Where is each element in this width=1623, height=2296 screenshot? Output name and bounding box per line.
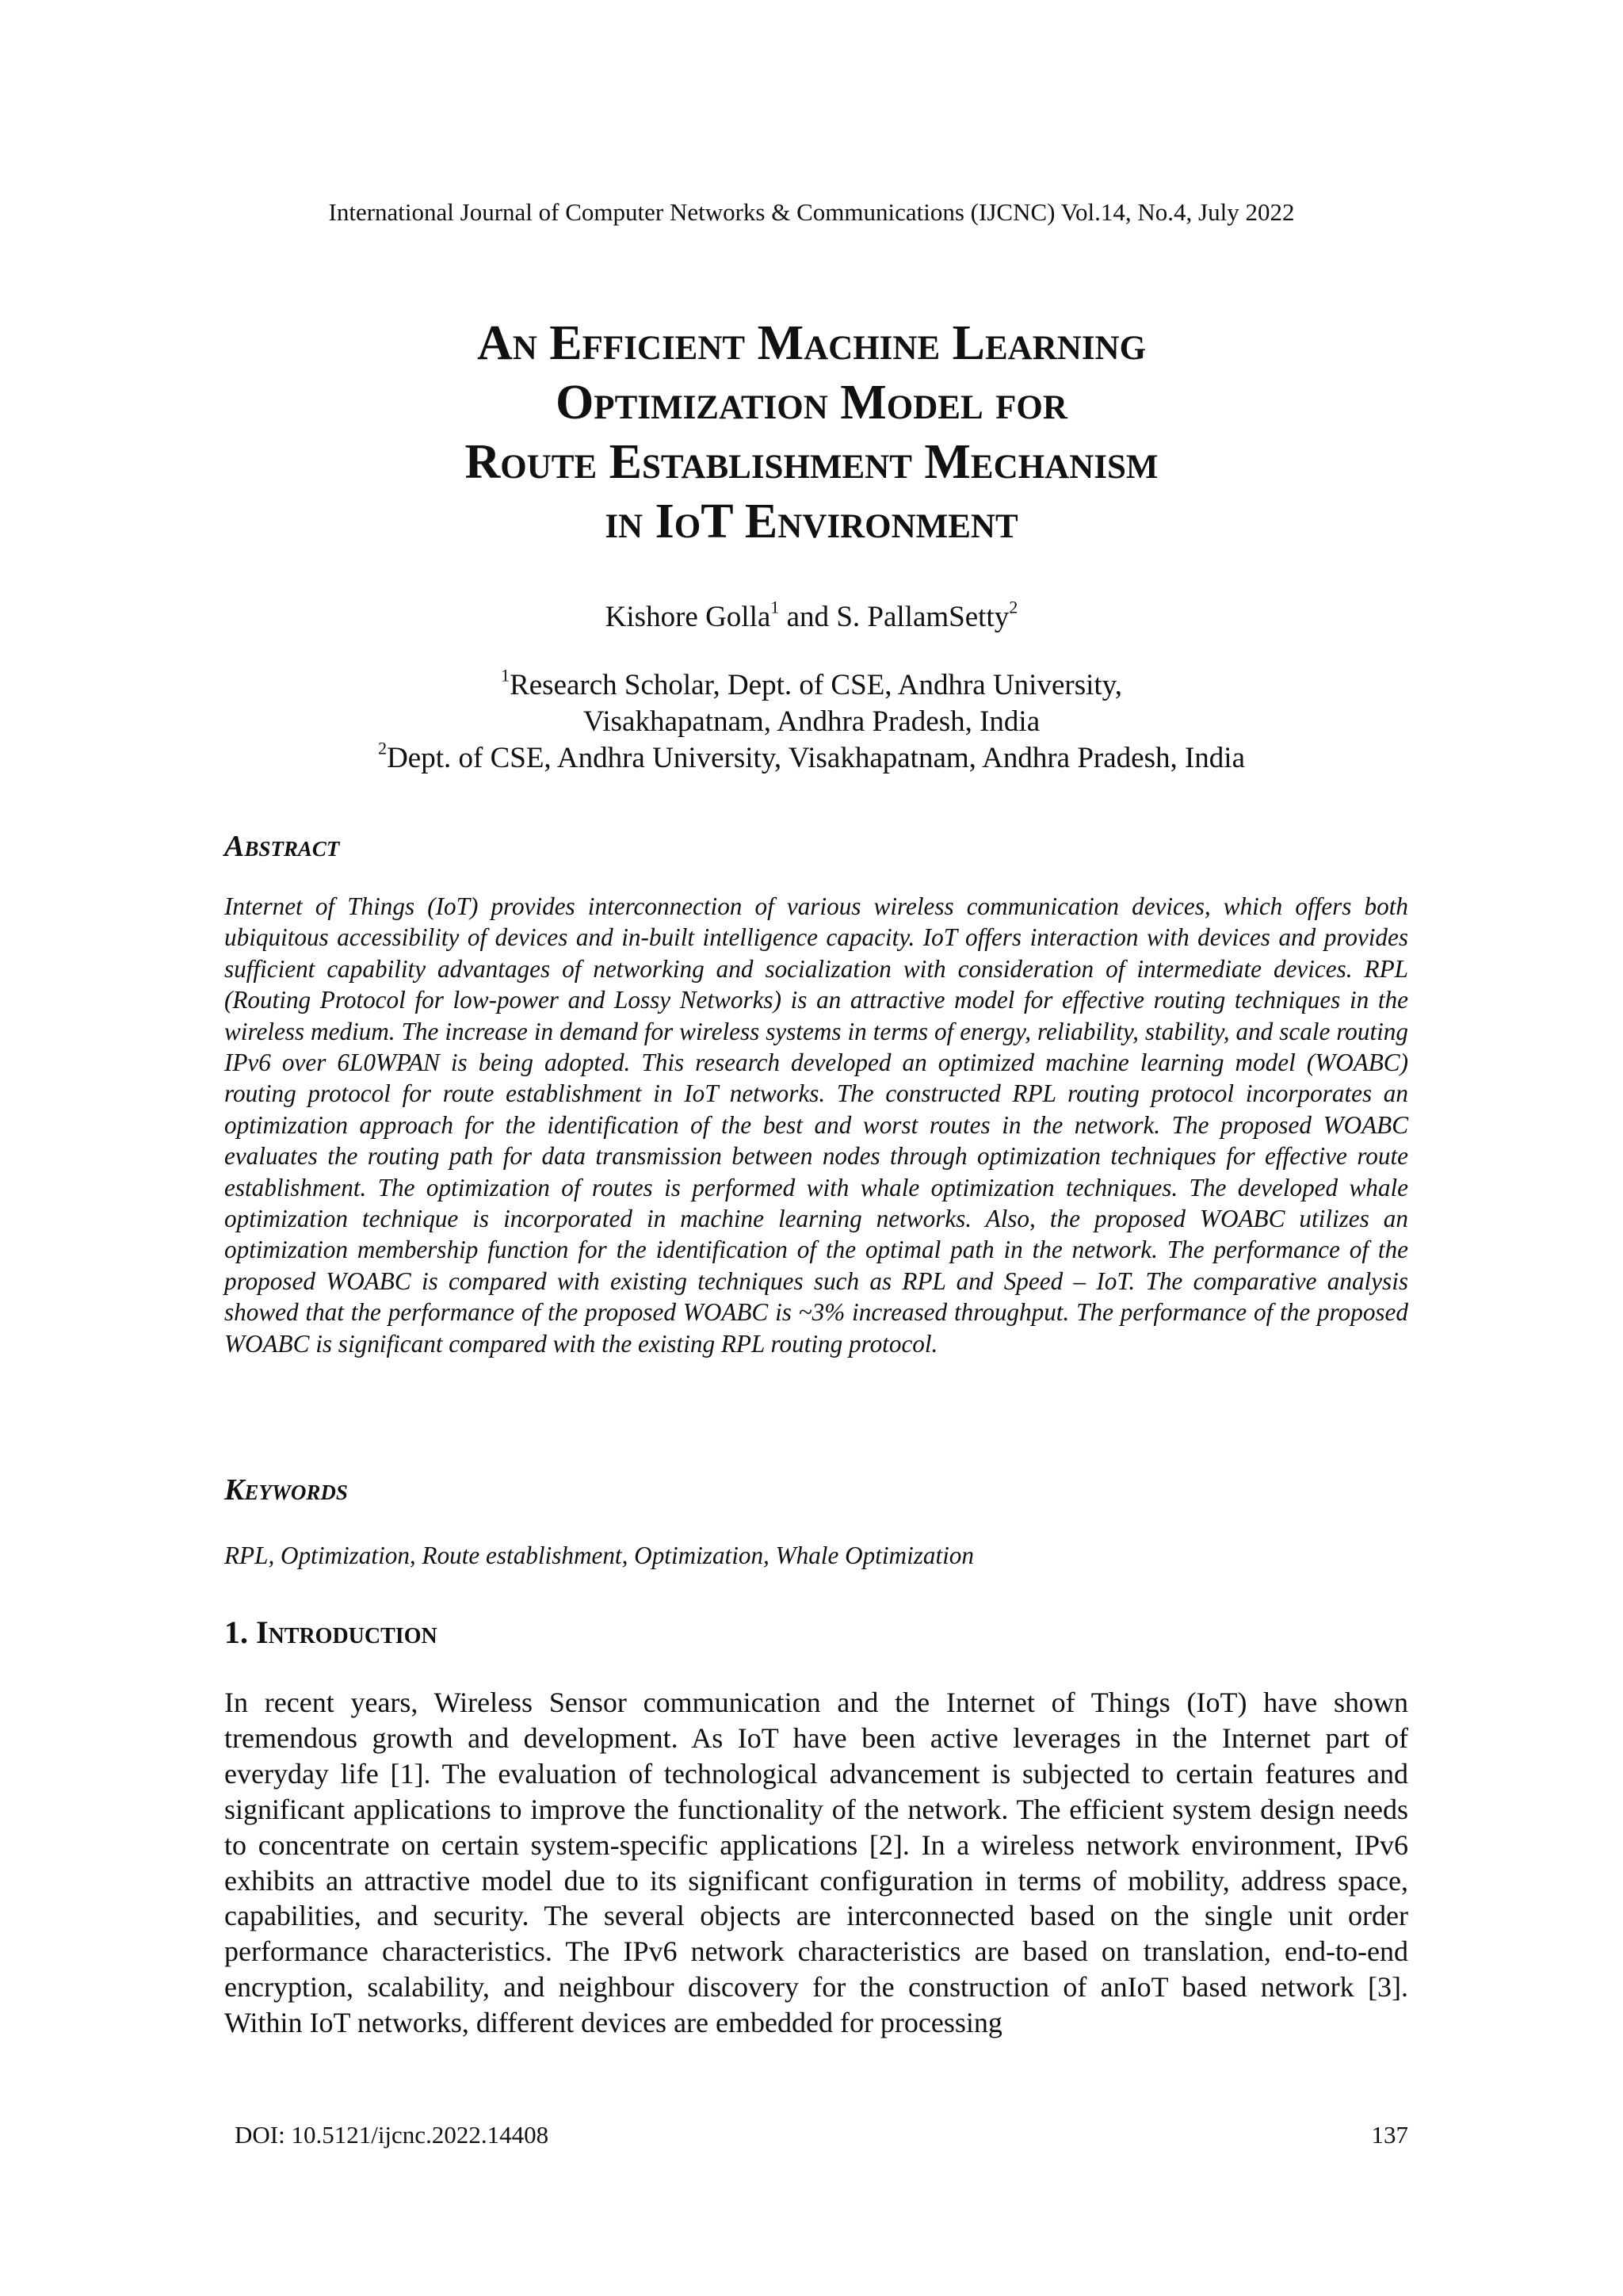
affiliation-marker: 2 — [1009, 597, 1018, 617]
affiliation-text: Research Scholar, Dept. of CSE, Andhra University, — [510, 669, 1123, 701]
keywords-list: RPL, Optimization, Route establishment, Optimization, Whale Optimization — [224, 1541, 974, 1569]
page-number: 137 — [1371, 2121, 1408, 2149]
author-conjunction: and — [779, 601, 837, 633]
affiliation — [0, 740, 1623, 777]
affiliation-continuation: Visakhapatnam, Andhra Pradesh, India — [582, 705, 1041, 738]
affiliation-marker: 2 — [377, 738, 388, 758]
introduction-body: In recent years, Wireless Sensor communication and the Internet of Things (IoT) have shown tremendous growth and development. As IoT have been active leverages in the Internet part of everyday life [1]. The evaluation of technological advancement is subjected to certain features and significant applications to improve the functionality of the network. The efficient system design needs to concentrate on certain system-specific applications [2]. In a wireless network environment, IPv6 exhibits an attractive model due to its significant configuration in terms of mobility, address space, capabilities, and security. The several objects are interconnected based on the single unit order performance characteristics. The IPv6 network characteristics are based on translation, end-to-end encryption, scalability, and neighbour discovery for the construction of anIoT based network [3]. Within IoT networks, different devices are embedded for processing — [224, 1687, 1408, 2039]
keywords-heading: Keywords — [224, 1473, 348, 1507]
author-list — [0, 599, 1623, 636]
paper-title — [0, 314, 1623, 552]
author-name: S. PallamSetty — [836, 601, 1010, 633]
title-line: Optimization Model for — [556, 376, 1067, 430]
title-line: An Efficient Machine Learning — [476, 316, 1147, 370]
affiliations — [0, 667, 1623, 777]
abstract-heading: Abstract — [224, 830, 340, 863]
title-line: Route Establishment Mechanism — [464, 435, 1159, 489]
section-heading-introduction: 1. Introduction — [224, 1614, 437, 1650]
affiliation-text: Dept. of CSE, Andhra University, Visakhapatnam, Andhra Pradesh, India — [387, 742, 1245, 774]
author-name: Kishore Golla — [605, 601, 771, 633]
abstract-body: Internet of Things (IoT) provides interconnection of various wireless communication devices, which offers both ubiquitous accessibility of devices and in-built intelligence capacity. IoT offers interaction with devices and provides sufficient capability advantages of networking and socialization with consideration of intermediate devices. RPL (Routing Protocol for low-power and Lossy Networks) is an attractive model for effective routing techniques in the wireless medium. The increase in demand for wireless systems in terms of energy, reliability, stability, and scale routing IPv6 over 6L0WPAN is being adopted. This research developed an optimized machine learning model (WOABC) routing protocol for route establishment in IoT networks. The constructed RPL routing protocol incorporates an optimization approach for the identification of the best and worst routes in the network. The proposed WOABC evaluates the routing path for data transmission between nodes through optimization techniques for effective route establishment. The optimization of routes is performed with whale optimization techniques. The developed whale optimization technique is incorporated in machine learning networks. Also, the proposed WOABC utilizes an optimization membership function for the identification of the optimal path in the network. The performance of the proposed WOABC is compared with existing techniques such as RPL and Speed – IoT. The comparative analysis showed that the performance of the proposed WOABC is ~3% increased throughput. The performance of the proposed WOABC is significant compared with the existing RPL routing protocol. — [224, 892, 1408, 1358]
affiliation-marker: 1 — [770, 597, 780, 617]
affiliation — [0, 667, 1623, 704]
affiliation-marker: 1 — [500, 665, 510, 686]
title-line: in IoT Environment — [605, 495, 1018, 548]
running-header: International Journal of Computer Networks & Communications (IJCNC) Vol.14, No.4, July 2022 — [328, 198, 1295, 226]
doi-footer: DOI: 10.5121/ijcnc.2022.14408 — [235, 2121, 549, 2149]
